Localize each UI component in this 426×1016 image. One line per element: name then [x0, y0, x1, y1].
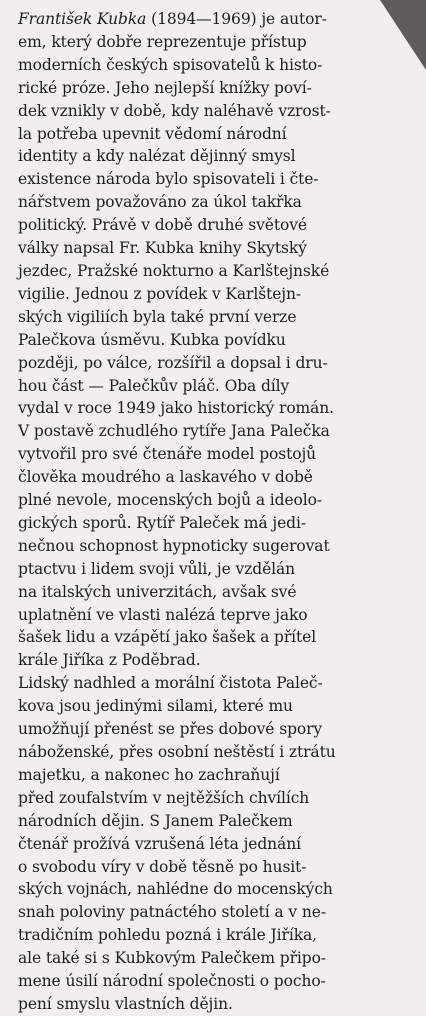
text-line: mene úsilí národní společnosti o pocho- [18, 972, 326, 991]
text-line: krále Jiříka z Poděbrad. [18, 651, 201, 670]
text-line: kova jsou jedinými silami, které mu [18, 697, 293, 716]
text-line: dek vznikly v době, kdy naléhavě vzrost- [18, 101, 331, 120]
text-line: vydal v roce 1949 jako historický román. [18, 399, 335, 418]
text-line: národních dějin. S Janem Palečkem [18, 811, 293, 830]
text-line: rické próze. Jeho nejlepší knížky poví- [18, 78, 312, 97]
text-line: pení smyslu vlastních dějin. [18, 994, 233, 1013]
text-line: ptactvu i lidem svoji vůli, je vzdělán [18, 559, 296, 578]
text-line: nářstvem považováno za úkol takřka [18, 193, 302, 212]
text-line: člověka moudrého a laskavého v době [18, 468, 313, 487]
text-line: em, který dobře reprezentuje přístup [18, 32, 307, 51]
text-line: o svobodu víry v době těsně po husit- [18, 857, 307, 876]
text-line-0: (1894—1969) je autor- [146, 10, 327, 28]
text-line: nečnou schopnost hypnoticky sugerovat [18, 536, 330, 555]
text-line: la potřeba upevnit vědomí národní [18, 124, 287, 143]
text-line: jezdec, Pražské nokturno a Karlštejnské [18, 261, 330, 280]
text-line: majetku, a nakonec ho zachraňují [18, 765, 280, 784]
text-line: uplatnění ve vlasti nalézá teprve jako [18, 605, 308, 624]
book-blurb-text [18, 8, 418, 1016]
text-line: Palečkova úsměvu. Kubka povídku [18, 330, 286, 349]
text-line: ských vojnách, nahlédne do mocenských [18, 880, 333, 899]
text-line: umožňují přenést se přes dobové spory [18, 720, 323, 739]
text-line: vigilie. Jednou z povídek v Karlštejn- [18, 284, 301, 303]
text-line: moderních českých spisovatelů k histo- [18, 55, 323, 74]
text-line: čtenář prožívá vzrušená léta jednání [18, 834, 301, 853]
text-line: později, po válce, rozšířil a dopsal i dru- [18, 353, 328, 372]
text-line: ale také si s Kubkovým Palečkem připo- [18, 949, 326, 968]
text-line: ských vigiliích byla také první verze [18, 307, 297, 326]
text-line: Lidský nadhled a morální čistota Paleč- [18, 674, 323, 693]
text-line: hou část — Palečkův pláč. Oba díly [18, 376, 290, 395]
text-line: identity a kdy nalézat dějinný smysl [18, 147, 296, 166]
author-name: František Kubka [18, 10, 147, 28]
text-line: plné nevole, mocenských bojů a ideolo- [18, 491, 322, 510]
text-line: existence národa bylo spisovateli i čte- [18, 170, 319, 189]
text-line: snah poloviny patnáctého století a v ne- [18, 903, 326, 922]
text-line: před zoufalstvím v nejtěžších chvílích [18, 788, 310, 807]
text-line: vytvořil pro své čtenáře model postojů [18, 445, 317, 464]
text-line: náboženské, přes osobní neštěstí i ztrátu [18, 743, 336, 761]
text-line: šašek lidu a vzápětí jako šašek a přítel [18, 628, 317, 647]
text-line: války napsal Fr. Kubka knihy Skytský [18, 239, 307, 258]
text-line: na italských univerzitách, avšak své [18, 582, 297, 601]
text-line: V postavě zchudlého rytíře Jana Palečka [18, 422, 330, 441]
text-line: tradičním pohledu pozná i krále Jiříka, [18, 926, 317, 945]
text-line: politický. Právě v době druhé světové [18, 216, 307, 235]
text-line-first [18, 8, 418, 31]
text-line: gických sporů. Rytíř Paleček má jedi- [18, 513, 306, 532]
